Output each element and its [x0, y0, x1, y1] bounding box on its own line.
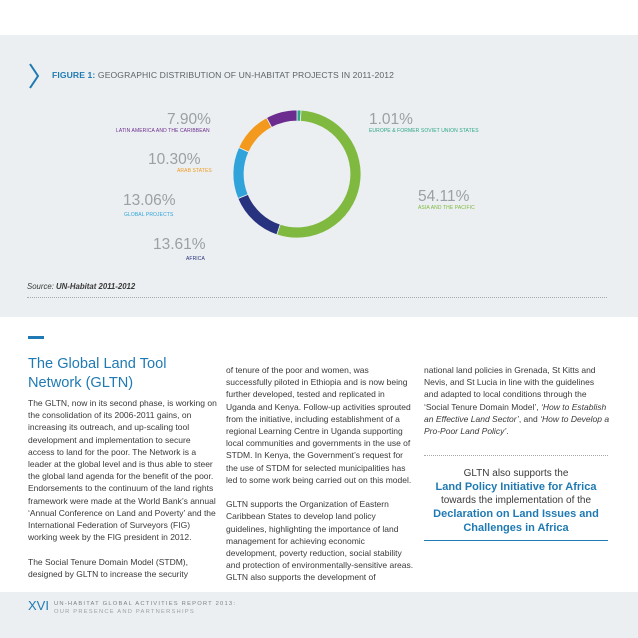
callout-line-1: GLTN also supports the	[463, 468, 569, 479]
source-label: Source:	[27, 282, 54, 291]
donut-slice-asia-pacific	[277, 110, 361, 238]
donut-slice-global-projects	[233, 147, 249, 198]
section-heading: The Global Land Tool Network (GLTN)	[28, 356, 167, 391]
slice-value-europe: 1.01%	[369, 111, 413, 128]
callout-line-4: Declaration on Land Issues and Challenges in Africa	[433, 508, 599, 534]
slice-value-arab-states: 10.30%	[148, 151, 201, 168]
slice-label-africa: AFRICA	[186, 256, 205, 262]
slice-label-latin-america: LATIN AMERICA AND THE CARIBBEAN	[116, 128, 210, 134]
callout-box	[424, 455, 608, 541]
slice-value-latin-america: 7.90%	[167, 111, 211, 128]
donut-slice-africa	[238, 194, 280, 234]
callout-underline	[424, 540, 608, 541]
page-number: XVI	[28, 598, 49, 613]
text-column-3	[424, 364, 610, 449]
figure-label: FIGURE 1:	[52, 70, 96, 80]
slice-value-global-projects: 13.06%	[123, 192, 176, 209]
page-footer	[0, 592, 638, 638]
slice-value-africa: 13.61%	[153, 236, 206, 253]
slice-label-asia-pacific: ASIA AND THE PACIFIC	[418, 205, 475, 211]
slice-label-arab-states: ARAB STATES	[177, 168, 212, 174]
source-text: UN-Habitat 2011-2012	[56, 282, 136, 291]
callout-line-3: towards the implementation of the	[440, 495, 592, 506]
donut-slice-latin-america	[267, 110, 297, 127]
text-column-2	[226, 364, 416, 596]
callout-line-2: Land Policy Initiative for Africa	[435, 481, 597, 493]
heading-accent-bar	[28, 336, 44, 339]
slice-label-europe: EUROPE & FORMER SOVIET UNION STATES	[369, 128, 479, 134]
paragraph: national land policies in Grenada, St Kitts and Nevis, and St Lucia in line with the guidelines and adapted to local conditions through the ‘Social Tenure Domain Model’, ‘How to Establish an Effective Land Sector’, and ‘How to Develop a Pro-Poor Land Policy’.	[424, 365, 610, 437]
figure-title-text: GEOGRAPHIC DISTRIBUTION OF UN-HABITAT PROJECTS IN 2011-2012	[97, 70, 394, 80]
donut-slice-arab-states	[239, 118, 272, 152]
callout-dotted-divider	[424, 455, 608, 456]
paragraph: The GLTN, now in its second phase, is working on the consolidation of its 2006-2011 gains, on increasing its outreach, and up-scaling tool development and implementation to secure access to land for the poor. The Network is a leader at the global level and is thus able to steer the global land agenda for the benefit of the poor. Endorsements to the continuum of the land rights framework were made at the World Bank’s annual ‘Annual Conference on Land and Poverty’ and the International Federation of Surveyors (FIG) working week by the FIG president in 2012.	[28, 398, 217, 543]
slice-value-asia-pacific: 54.11%	[418, 188, 470, 205]
figure-source	[27, 282, 135, 291]
slice-label-global-projects: GLOBAL PROJECTS	[124, 212, 174, 218]
paragraph: The Social Tenure Domain Model (STDM), designed by GLTN to increase the security	[28, 556, 189, 579]
report-title: UN-HABITAT GLOBAL ACTIVITIES REPORT 2013:	[54, 601, 237, 607]
report-subtitle: OUR PRESENCE AND PARTNERSHIPS	[54, 609, 195, 615]
dotted-divider	[27, 297, 607, 298]
text-column-1	[28, 397, 218, 592]
paragraph: of tenure of the poor and women, was successfully piloted in Ethiopia and is now being further developed, tested and replicated in Uganda and Kenya. Follow-up activities sprouted from the initiative, including establishment of a regional Learning Centre in Uganda supporting local communities and governments in the use of STDM. In Kenya, the Government’s request for the use of STDM for selected municipalities has led to some work being carried out on this model.	[226, 365, 412, 485]
paragraph: GLTN supports the Organization of Eastern Caribbean States to develop land policy guidelines, highlighting the importance of land management for achieving economic development, poverty reduction, social stability and protection of environmentally-sensitive areas. GLTN also supports the development of	[226, 499, 414, 583]
